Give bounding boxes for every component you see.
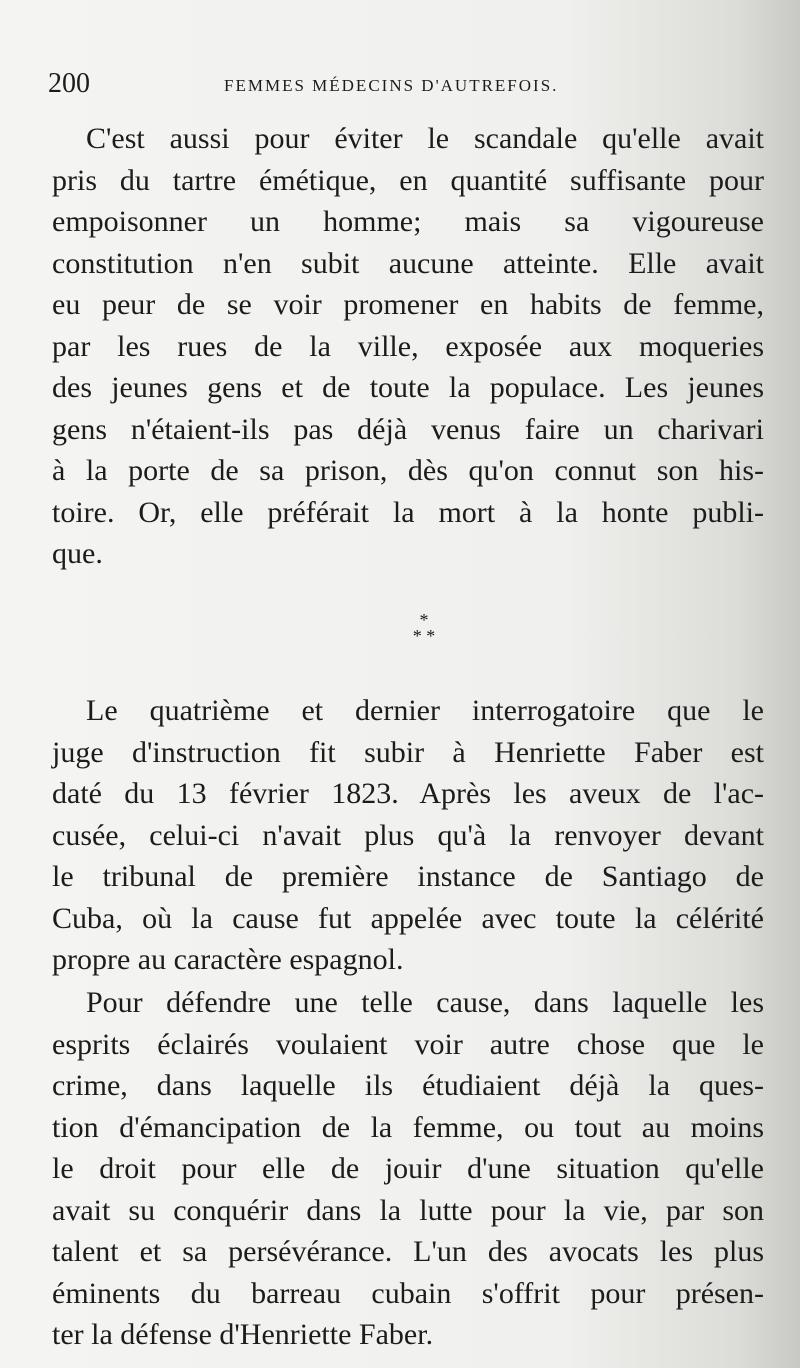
text-line: le droit pour elle de jouir d'une situation qu'elle [52, 1152, 764, 1185]
text-line: esprits éclairés voulaient voir autre chose que le [52, 1027, 764, 1061]
text-line: Pour défendre une telle cause, dans laquelle les [86, 986, 764, 1019]
text-line: juge d'instruction fit subir à Henriette Faber est [52, 735, 764, 769]
text-line: le tribunal de première instance de Santiago de [52, 860, 764, 893]
text-line: par les rues de la ville, exposée aux moqueries [52, 329, 764, 363]
text-line: pris du tartre émétique, en quantité suffisante pour [52, 163, 764, 197]
text-line: crime, dans laquelle ils étudiaient déjà la ques- [52, 1069, 764, 1102]
text-line: tion d'émancipation de la femme, ou tout au moins [52, 1110, 764, 1144]
text-line: C'est aussi pour éviter le scandale qu'elle avait [86, 122, 764, 155]
page-number: 200 [48, 68, 90, 99]
text-line: constitution n'en subit aucune atteinte. Elle avait [52, 246, 764, 280]
text-line: des jeunes gens et de toute la populace. Les jeunes [52, 371, 764, 404]
paragraph-2 [52, 690, 764, 981]
text-line: eu peur de se voir promener en habits de femme, [52, 288, 764, 321]
text-line: daté du 13 février 1823. Après les aveux de l'ac- [52, 777, 764, 810]
text-line: à la porte de sa prison, dès qu'on connut son his- [52, 454, 764, 487]
text-line: avait su conquérir dans la lutte pour la vie, par son [52, 1193, 764, 1227]
text-line: Cuba, où la cause fut appelée avec toute la célérité [52, 901, 764, 935]
text-line: ter la défense d'Henriette Faber. [52, 1318, 434, 1351]
text-line: gens n'étaient-ils pas déjà venus faire un charivari [52, 412, 764, 446]
text-line: talent et sa persévérance. L'un des avocats les plus [52, 1235, 764, 1268]
asterism-bottom: * * [412, 626, 436, 646]
running-title: FEMMES MÉDECINS D'AUTREFOIS. [224, 76, 559, 95]
text-line: Le quatrième et dernier interrogatoire que le [86, 694, 764, 727]
text-line: que. [52, 537, 103, 570]
text-line: propre au caractère espagnol. [52, 943, 404, 976]
text-line: cusée, celui-ci n'avait plus qu'à la renvoyer devant [52, 818, 764, 852]
paragraph-1 [52, 118, 764, 575]
running-head [48, 68, 748, 104]
text-line: empoisonner un homme; mais sa vigoureuse [52, 205, 764, 238]
asterism-top: * [419, 610, 429, 630]
text-line: toire. Or, elle préférait la mort à la honte publi- [52, 495, 764, 529]
paragraph-3 [52, 982, 764, 1356]
section-break-asterism [406, 612, 442, 652]
text-line: éminents du barreau cubain s'offrit pour présen- [52, 1276, 764, 1310]
